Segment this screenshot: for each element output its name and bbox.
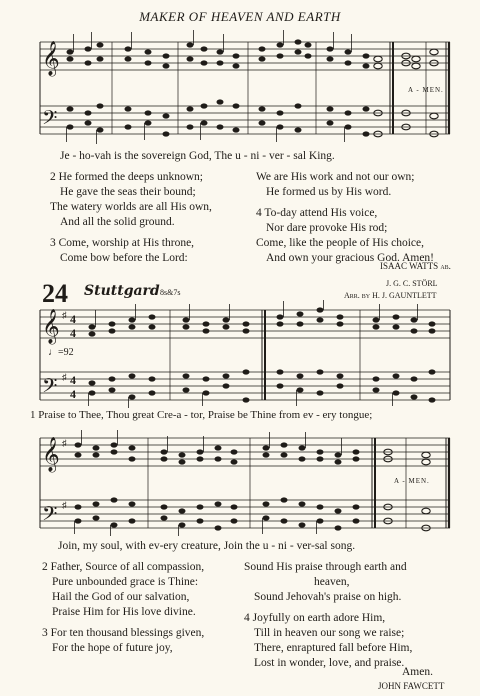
svg-text:𝄢: 𝄢 [42,502,58,530]
hymn2-tempo-marking: ♩=92 [48,347,74,358]
svg-text:4: 4 [70,373,76,387]
hymn1-verse-4: 4 To-day attend His voice, Nor dare provoke His rod; Come, like the people of His choice, And own your gracious God. Amen! [256,207,435,264]
hymn2-attribution: JOHN FAWCETT [378,681,445,691]
hymn2-meter: 8s&7s [160,288,181,297]
hymn1-music-system [30,28,460,146]
hymn2-number: 24 [42,279,68,308]
hymn2-verses-right [244,560,412,671]
hymn1-verses-left [50,170,212,266]
hymn1-verse-3: 3 Come, worship at His throne, Come bow before the Lord: [50,237,195,264]
svg-text:𝄢: 𝄢 [42,106,58,134]
hymn2-music-system-1 [30,300,460,408]
svg-text:𝄞: 𝄞 [42,437,60,472]
svg-text:𝄞: 𝄞 [42,41,60,76]
hymn2-verse-4: 4 Joyfully on earth adore Him, Till in heaven our song we raise; There, enraptured fall before Him, Lost in wonder, love, and praise. [244,612,413,669]
hymn1-amen-label: A - MEN. [408,86,444,94]
svg-text:♯: ♯ [62,438,67,448]
hymn1-verses-right [256,170,434,266]
svg-text:♯: ♯ [62,372,67,382]
hymn2-verse-3: 3 For ten thousand blessings given, For the hope of future joy, [42,627,205,654]
hymn2-tune-name: Stuttgard [84,283,160,299]
hymn2-lyric-line-1: 1 Praise to Thee, Thou great Cre-a - tor, Praise be Thine from ev - ery tongue; [30,409,373,421]
hymn1-verse-2: 2 He formed the deeps unknown; He gave the seas their bound; The watery worlds are all His own, And all the solid ground. [50,171,212,228]
hymn2-verse-2: 2 Father, Source of all compassion, Pure unbounded grace is Thine: Hail the God of our salvation, Praise Him for His love divine. [42,561,205,618]
svg-text:4: 4 [70,312,76,326]
hymn2-composer: J. G. C. STÖRL [386,279,438,288]
svg-text:𝄞: 𝄞 [42,309,60,344]
hymn1-attribution: ISAAC WATTS ab. [380,261,451,271]
svg-text:𝄢: 𝄢 [42,374,58,402]
hymn2-amen-label: A - MEN. [394,477,430,485]
hymn1-verse-3-cont: We are His work and not our own; He formed us by His word. [256,171,415,198]
hymn2-verse-3-cont: Sound His praise through earth and heaven, Sound Jehovah's praise on high. [244,561,407,603]
hymn2-lyric-line-2: Join, my soul, with ev-ery creature, Join the u - ni - ver-sal song. [58,540,356,552]
hymn1-lyric-line: Je - ho-vah is the sovereign God, The u - ni - ver - sal King. [60,150,335,162]
svg-text:4: 4 [70,326,76,340]
svg-text:4: 4 [70,387,76,401]
hymn2-verses-left [42,560,204,656]
svg-text:♯: ♯ [62,500,67,510]
hymn2-amen: Amen. [402,666,433,678]
hymn2-arranger: Arr. by H. J. GAUNTLETT [344,291,437,300]
svg-text:♯: ♯ [62,310,67,320]
page-title: MAKER OF HEAVEN AND EARTH [139,9,341,24]
